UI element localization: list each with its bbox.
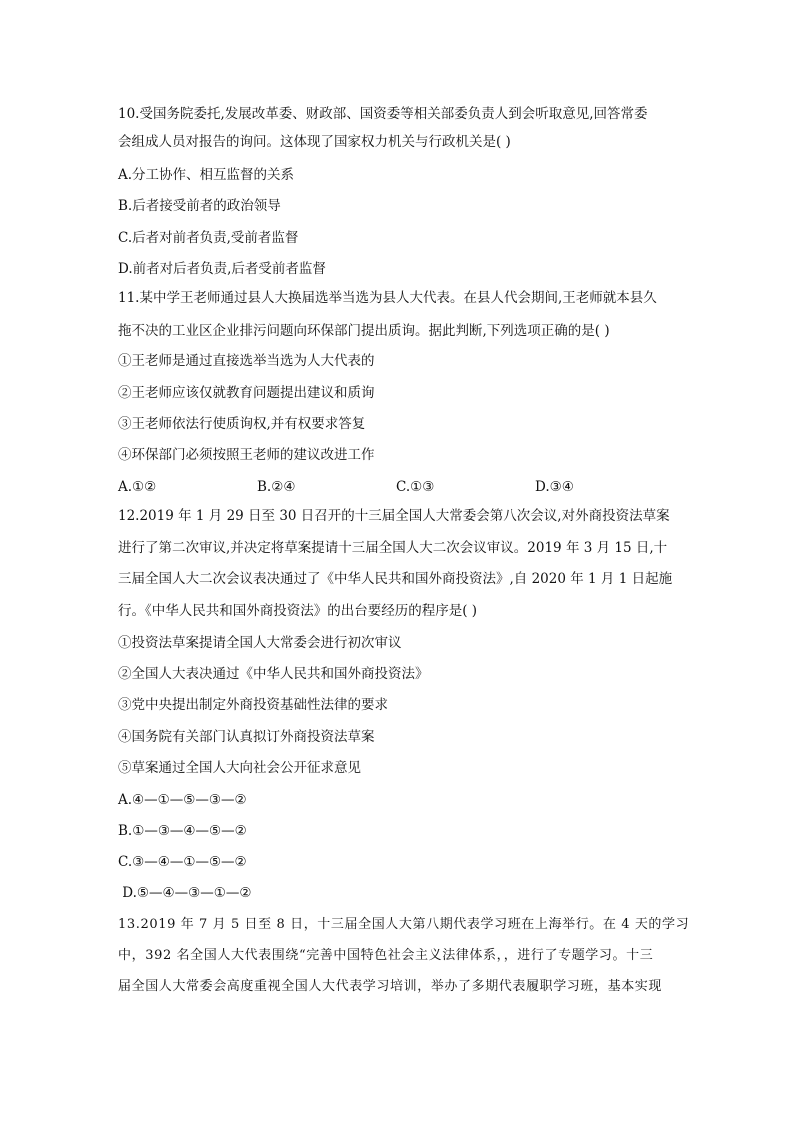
q11-option-b: B.②④ bbox=[257, 479, 296, 495]
q12-stem-line-1: 12.2019 年 1 月 29 日至 30 日召开的十三届全国人大常委会第八次会议,对外商投资法草案 bbox=[118, 508, 670, 524]
q11-stem-line-1: 11.某中学王老师通过县人大换届选举当选为县人大代表。在县人代会期间,王老师就本县久 bbox=[118, 290, 657, 306]
q12-option-b: B.①—③—④—⑤—② bbox=[118, 823, 247, 839]
q13-stem-line-3: 届全国人大常委会高度重视全国人大代表学习培训，举办了多期代表履职学习班，基本实现 bbox=[118, 979, 663, 994]
q12-option-d: D.⑤—④—③—①—② bbox=[118, 885, 252, 901]
q11-statement-2: ②王老师应该仅就教育问题提出建议和质询 bbox=[118, 385, 375, 401]
q13-stem-line-2: 中，392 名全国人大代表围绕“完善中国特色社会主义法律体系，，进行了专题学习。十三 bbox=[118, 948, 654, 963]
q12-statement-2: ②全国人大表决通过《中华人民共和国外商投资法》 bbox=[118, 666, 429, 682]
q12-statement-1: ①投资法草案提请全国人大常委会进行初次审议 bbox=[118, 635, 402, 651]
q12-statement-3: ③党中央提出制定外商投资基础性法律的要求 bbox=[118, 697, 388, 713]
q11-statement-3: ③王老师依法行使质询权,并有权要求答复 bbox=[118, 416, 366, 432]
q12-option-a: A.④—①—⑤—③—② bbox=[118, 792, 247, 808]
q10-option-c: C.后者对前者负责,受前者监督 bbox=[118, 230, 299, 246]
q12-statement-4: ④国务院有关部门认真拟订外商投资法草案 bbox=[118, 729, 375, 745]
q12-stem-line-4: 行。《中华人民共和国外商投资法》的出台要经历的程序是( ) bbox=[118, 603, 478, 619]
q11-option-d: D.③④ bbox=[535, 479, 574, 495]
q10-option-d: D.前者对后者负责,后者受前者监督 bbox=[118, 261, 326, 277]
q10-option-b: B.后者接受前者的政治领导 bbox=[118, 198, 281, 214]
q10-stem-line-1: 10.受国务院委托,发展改革委、财政部、国资委等相关部委负责人到会听取意见,回答常委 bbox=[118, 106, 648, 122]
q11-option-a: A.①② bbox=[118, 479, 157, 495]
q12-option-c: C.③—④—①—⑤—② bbox=[118, 854, 247, 870]
q11-statement-1: ①王老师是通过直接选举当选为人大代表的 bbox=[118, 353, 375, 369]
q11-stem-line-2: 拖不决的工业区企业排污问题向环保部门提出质询。据此判断,下列选项正确的是( ) bbox=[118, 323, 610, 339]
q12-stem-line-2: 进行了第二次审议,并决定将草案提请十三届全国人大二次会议审议。2019 年 3 月 15 日,十 bbox=[118, 540, 668, 556]
q12-stem-line-3: 三届全国人大二次会议表决通过了《中华人民共和国外商投资法》,自 2020 年 1 月 1 日起施 bbox=[118, 571, 673, 587]
q11-statement-4: ④环保部门必须按照王老师的建议改进工作 bbox=[118, 447, 375, 463]
q11-option-c: C.①③ bbox=[396, 479, 435, 495]
q10-option-a: A.分工协作、相互监督的关系 bbox=[118, 167, 295, 183]
q12-statement-5: ⑤草案通过全国人大向社会公开征求意见 bbox=[118, 760, 361, 776]
q10-stem-line-2: 会组成人员对报告的询问。这体现了国家权力机关与行政机关是( ) bbox=[118, 134, 511, 150]
q13-stem-line-1: 13.2019 年 7 月 5 日至 8 日，十三届全国人大第八期代表学习班在上海举行。在 4 天的学习 bbox=[118, 917, 690, 932]
